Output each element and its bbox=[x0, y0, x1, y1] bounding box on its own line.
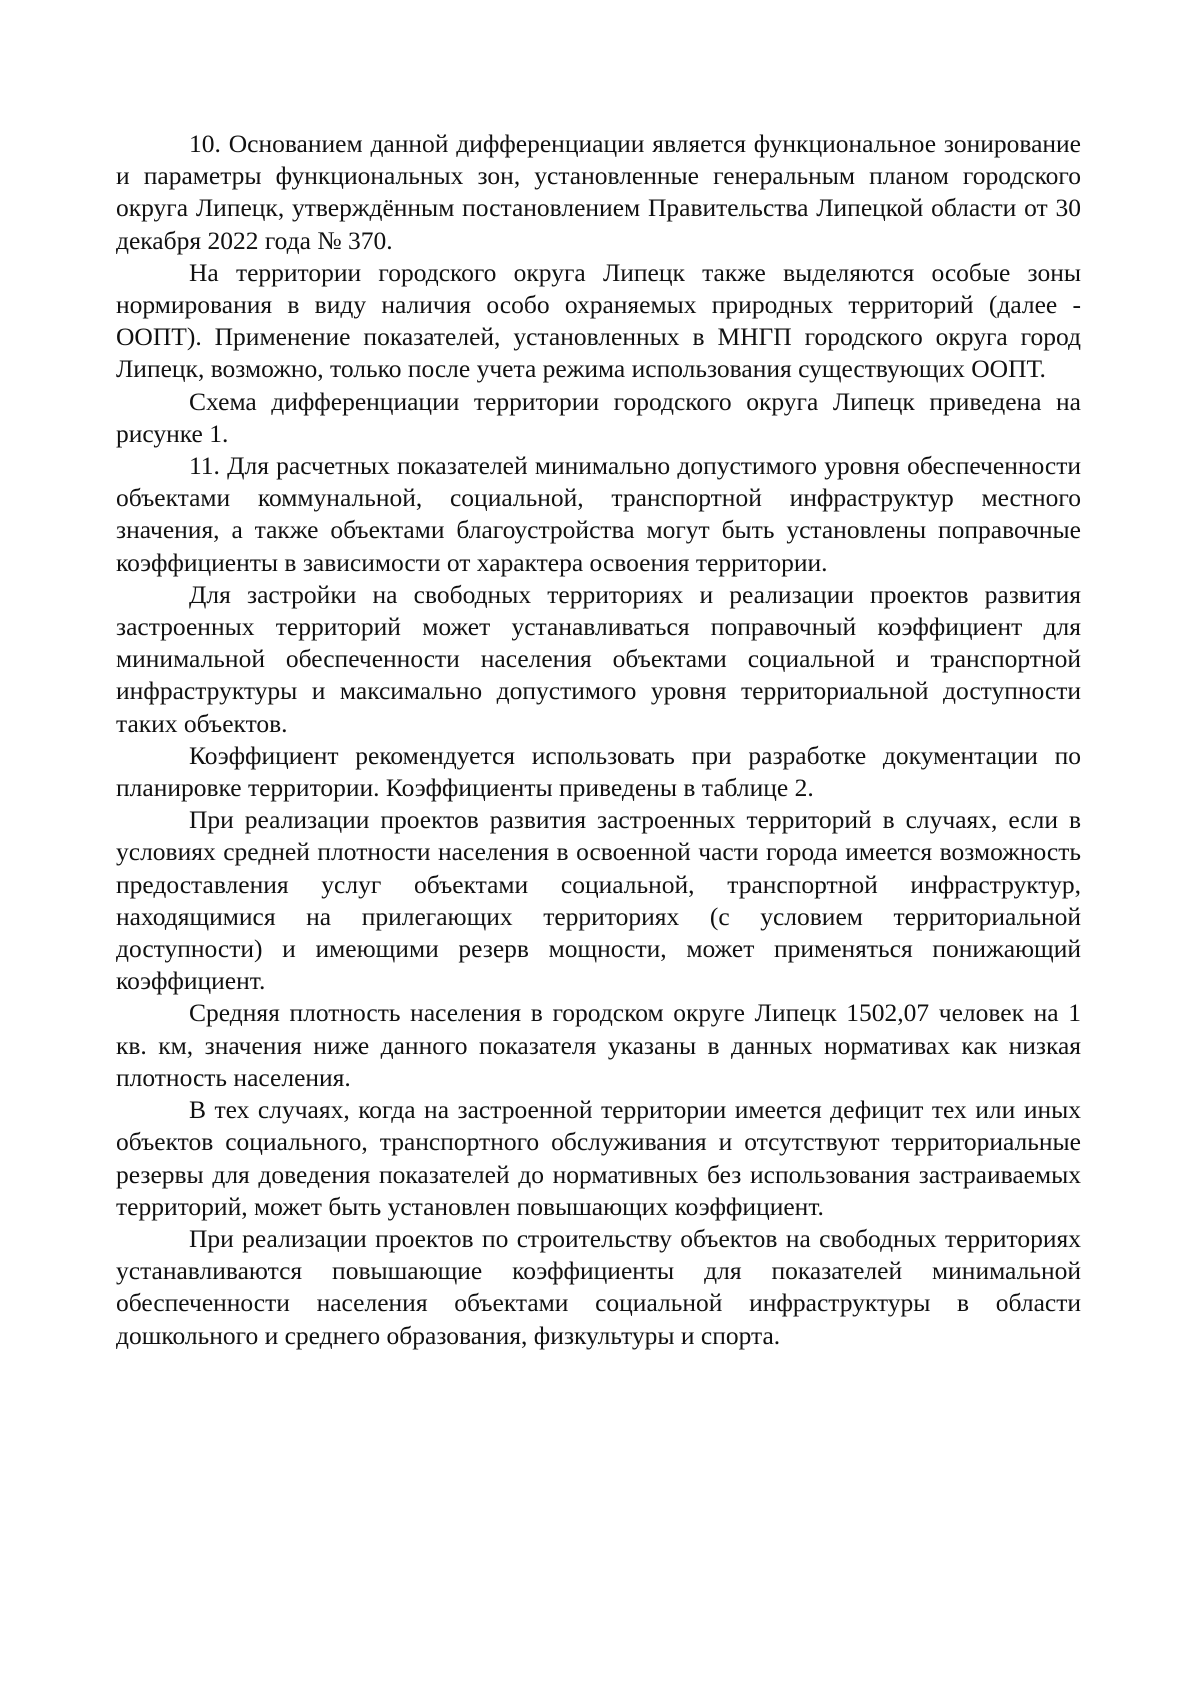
paragraph-10: При реализации проектов по строительству объектов на свободных территориях устанавливаются повышающие коэффициенты для показателей минимальной обеспеченности населения объектами социальной инфраструктуры в области дошкольного и среднего образования, физкультуры и спорта. bbox=[116, 1223, 1081, 1350]
paragraph-9: В тех случаях, когда на застроенной территории имеется дефицит тех или иных объектов социального, транспортного обслуживания и отсутствуют территориальные резервы для доведения показателей до нормативных без использования застраиваемых территорий, может быть установлен повышающих коэффициент. bbox=[116, 1095, 1081, 1221]
paragraph-2: На территории городского округа Липецк также выделяются особые зоны нормирования в виду наличия особо охраняемых природных территорий (далее - ООПТ). Применение показателей, установленных в МНГП городского округа город Липецк, возможно, только после учета режима использования существующих ООПТ. bbox=[116, 257, 1081, 384]
paragraph-6: Коэффициент рекомендуется использовать при разработке документации по планировке территории. Коэффициенты приведены в таблице 2. bbox=[116, 740, 1081, 803]
paragraph-7: При реализации проектов развития застроенных территорий в случаях, если в условиях средней плотности населения в освоенной части города имеется возможность предоставления услуг объектами социальной, транспортной инфраструктур, находящимися на прилегающих территориях (с условием территориальной доступности) и имеющими резерв мощности, может применяться понижающий коэффициент. bbox=[116, 805, 1081, 996]
paragraph-5: Для застройки на свободных территориях и реализации проектов развития застроенных территорий может устанавливаться поправочный коэффициент для минимальной обеспеченности населения объектами социальной и транспортной инфраструктуры и максимально допустимого уровня территориальной доступности таких объектов. bbox=[116, 579, 1081, 738]
paragraph-4: 11. Для расчетных показателей минимально допустимого уровня обеспеченности объектами коммунальной, социальной, транспортной инфраструктур местного значения, а также объектами благоустройства могут быть установлены поправочные коэффициенты в зависимости от характера освоения территории. bbox=[116, 451, 1081, 577]
document-page bbox=[116, 128, 1081, 1352]
paragraph-3: Схема дифференциации территории городского округа Липецк приведена на рисунке 1. bbox=[116, 386, 1081, 448]
paragraph-8: Средняя плотность населения в городском округе Липецк 1502,07 человек на 1 кв. км, значения ниже данного показателя указаны в данных нормативах как низкая плотность населения. bbox=[116, 998, 1081, 1092]
paragraph-1: 10. Основанием данной дифференциации является функциональное зонирование и параметры функциональных зон, установленные генеральным планом городского округа Липецк, утверждённым постановлением Правительства Липецкой области от 30 декабря 2022 года № 370. bbox=[116, 129, 1081, 255]
